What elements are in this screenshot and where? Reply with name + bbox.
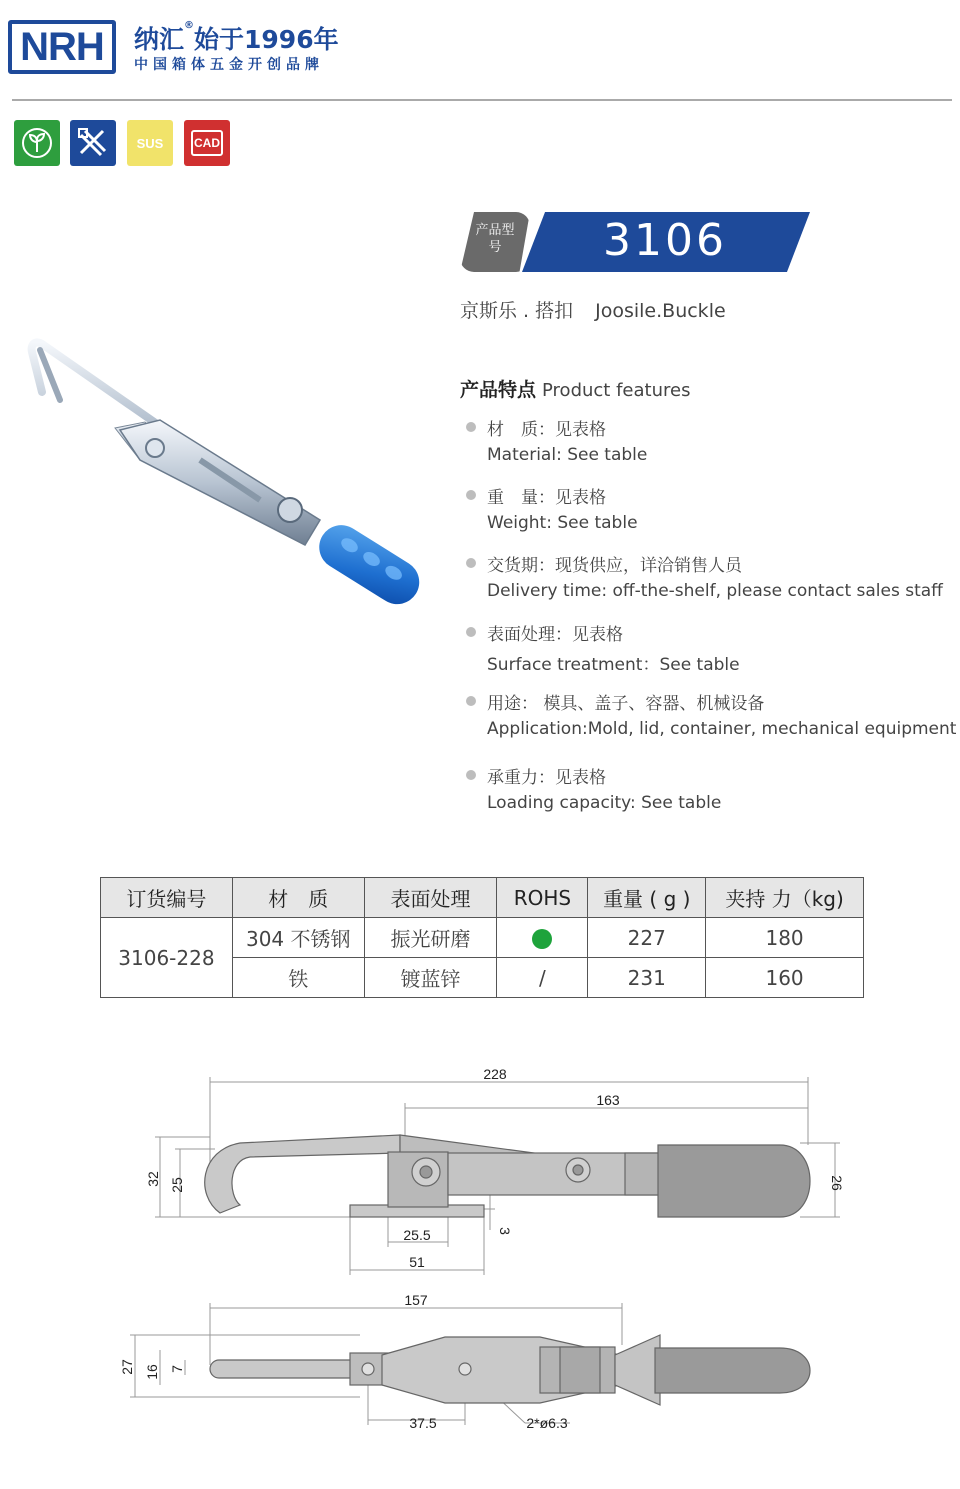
dim-base: 51	[409, 1254, 425, 1270]
cell-material: 304 不锈钢	[232, 918, 364, 958]
cell-rohs: /	[497, 958, 588, 998]
feature-en: Weight: See table	[487, 513, 638, 533]
dim-26: 26	[829, 1175, 845, 1191]
features-heading	[460, 375, 690, 402]
subtitle-en: Joosile.Buckle	[595, 300, 726, 322]
cell-weight: 231	[588, 958, 706, 998]
cad-label: CAD	[191, 130, 223, 156]
bullet-icon	[466, 770, 476, 780]
cell-material: 铁	[232, 958, 364, 998]
brand-title	[134, 20, 339, 56]
bullet-icon	[466, 558, 476, 568]
features-title-cn: 产品特点	[460, 379, 537, 401]
feature-cn: 交货期：现货供应，详洽销售人员	[487, 556, 742, 576]
ruler-pencil-icon	[75, 125, 111, 161]
dim-32: 32	[145, 1171, 161, 1187]
cell-weight: 227	[588, 918, 706, 958]
tools-badge	[70, 120, 116, 166]
table-header-row	[101, 878, 864, 918]
bullet-icon	[466, 422, 476, 432]
product-photo	[20, 330, 450, 640]
feature-en: Material: See table	[487, 445, 648, 465]
sus-label: SUS	[136, 135, 164, 151]
dim-holes: 2*ø6.3	[526, 1415, 568, 1431]
feature-cn: 承重力：见表格	[487, 768, 606, 788]
dim-27: 27	[119, 1359, 135, 1375]
bullet-icon	[466, 490, 476, 500]
dim-handle: 163	[596, 1092, 620, 1108]
brand-since: 始于1996年	[194, 25, 339, 54]
header-force: 夹持 力（kg)	[706, 878, 864, 918]
cell-surface: 镀蓝锌	[364, 958, 497, 998]
cell-rohs	[497, 918, 588, 958]
header-divider	[12, 99, 952, 101]
header-surface: 表面处理	[364, 878, 497, 918]
feature-en: Surface treatment：See table	[487, 655, 740, 675]
model-tag-label: 产品型号	[475, 223, 515, 255]
feature-cn: 表面处理：见表格	[487, 625, 623, 645]
cell-force: 160	[706, 958, 864, 998]
spec-table	[100, 877, 864, 998]
leaf-icon	[20, 126, 54, 160]
model-number: 3106	[603, 215, 727, 266]
cell-surface: 振光研磨	[364, 918, 497, 958]
registered-mark: ®	[184, 20, 195, 31]
nrh-logo	[8, 20, 116, 74]
technical-drawing	[100, 1055, 860, 1455]
feature-en: Delivery time: off-the-shelf, please contact sales staff	[487, 581, 943, 601]
cell-force: 180	[706, 918, 864, 958]
dim-25: 25	[169, 1177, 185, 1193]
dim-7: 7	[169, 1365, 185, 1373]
dim-overall: 228	[483, 1066, 507, 1082]
cell-order-no: 3106-228	[101, 918, 233, 998]
dim-16: 16	[144, 1364, 160, 1380]
feature-cn: 重 量：见表格	[487, 488, 606, 508]
dim-top-len: 157	[404, 1292, 428, 1308]
header-order-no: 订货编号	[101, 878, 233, 918]
brand-name: 纳汇	[134, 25, 185, 54]
bullet-icon	[466, 627, 476, 637]
features-title-en: Product features	[542, 380, 691, 401]
feature-cn: 材 质：见表格	[487, 420, 606, 440]
dim-hole-spacing: 37.5	[409, 1415, 437, 1431]
sus-badge	[127, 120, 173, 166]
table-row	[101, 918, 864, 958]
product-subtitle	[460, 296, 726, 323]
rohs-compliant-icon	[532, 929, 552, 949]
logo-text: NRH	[20, 24, 104, 69]
feature-cn: 用途： 模具、盖子、容器、机械设备	[487, 694, 765, 714]
brand-slogan: 中国箱体五金开创品牌	[134, 57, 324, 73]
feature-en: Loading capacity: See table	[487, 793, 722, 813]
header-material: 材 质	[232, 878, 364, 918]
cad-badge	[184, 120, 230, 166]
dim-3: 3	[497, 1227, 513, 1235]
dim-base-half: 25.5	[403, 1227, 431, 1243]
eco-badge	[14, 120, 60, 166]
bullet-icon	[466, 696, 476, 706]
subtitle-cn: 京斯乐 . 搭扣	[460, 300, 574, 322]
header-rohs: ROHS	[497, 878, 588, 918]
feature-en: Application:Mold, lid, container, mechanical equipment	[487, 719, 957, 739]
header-weight: 重量 ( g )	[588, 878, 706, 918]
